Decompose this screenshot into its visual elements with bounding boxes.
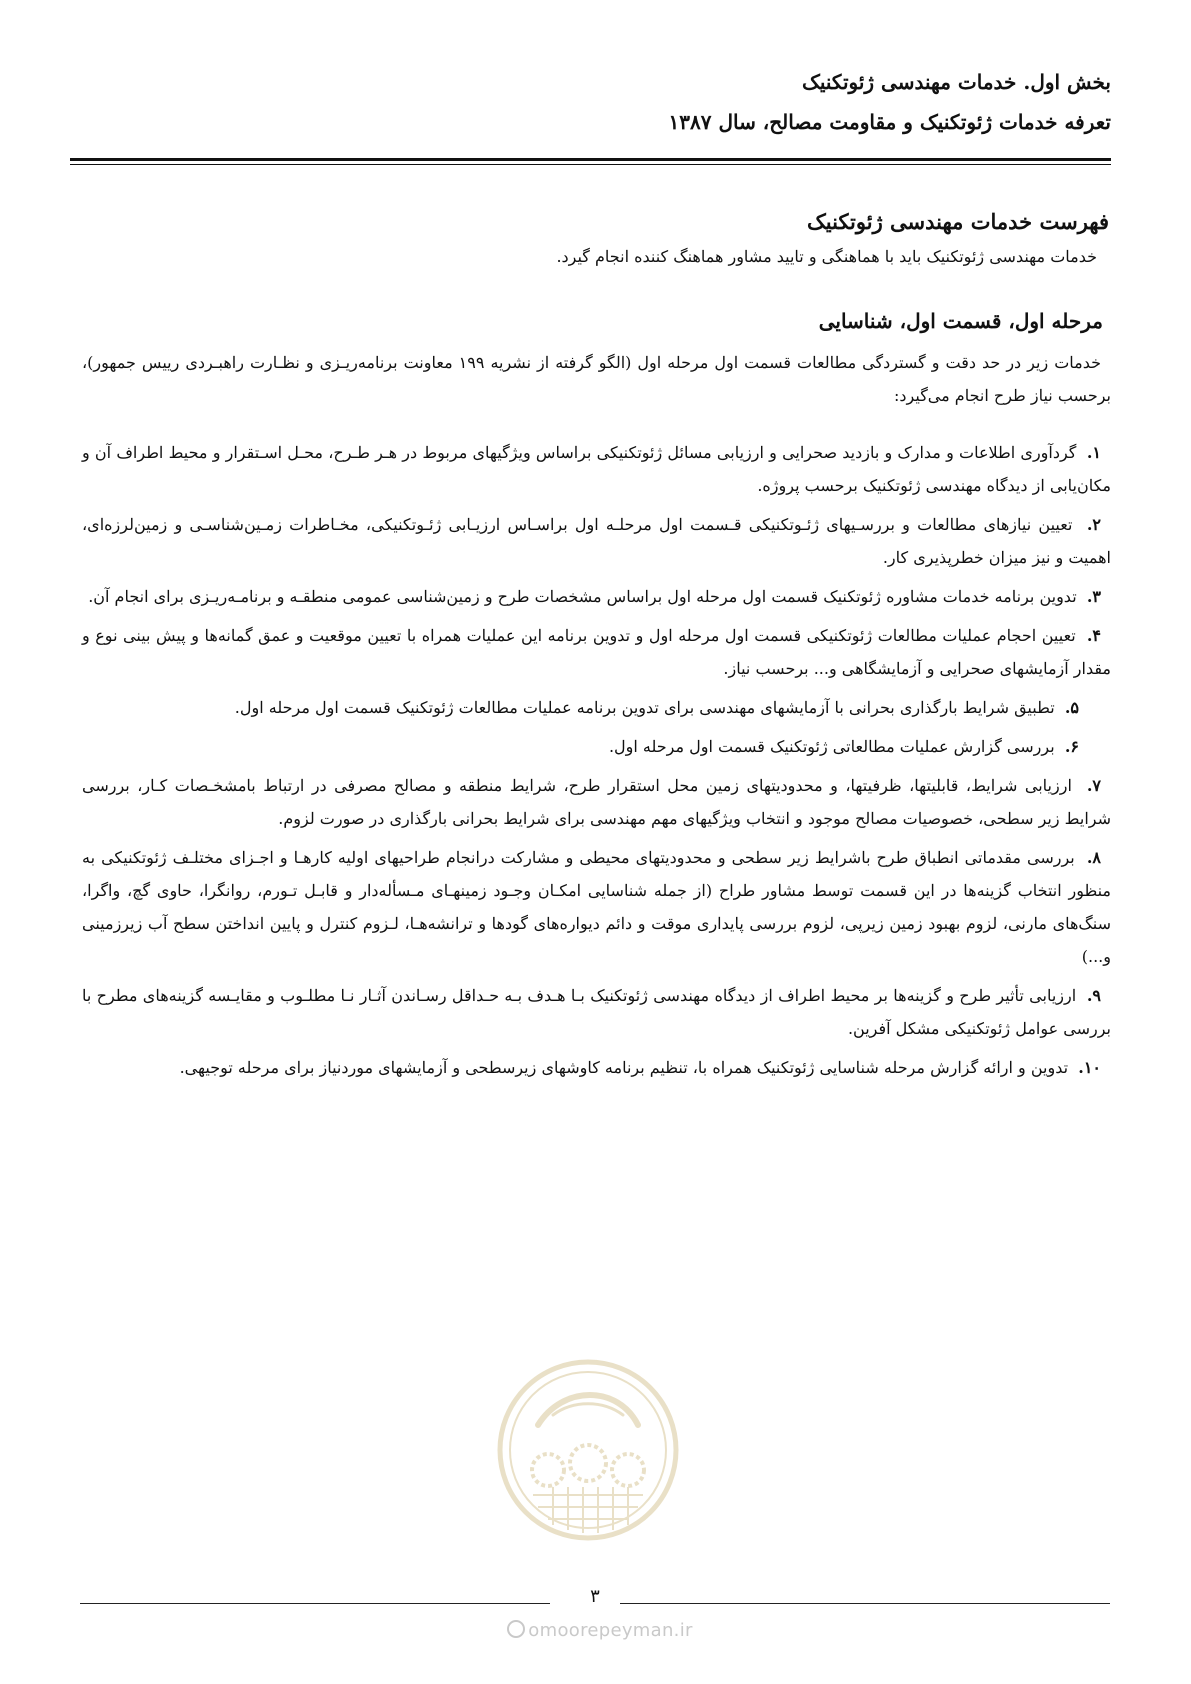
- list-item: [82, 508, 1111, 574]
- item-number: ۵.: [1064, 698, 1079, 717]
- item-number: ۸.: [1086, 848, 1101, 867]
- item-text: تعیین احجام عملیات مطالعات ژئوتکنیکی قسمت اول مرحله اول و تدوین برنامه این عملیات همراه با تعیین موقعیت و عمق گمانه‌ها و پیش بینی نوع و مقدار آزمایشهای صحرایی و آزمایشگاهی و... برحسب نیاز.: [82, 626, 1111, 678]
- watermark-seal: [493, 1355, 683, 1545]
- header-divider-thick: [70, 158, 1111, 161]
- item-number: ۱۰.: [1078, 1058, 1101, 1077]
- seal-outer-ring: [500, 1362, 676, 1538]
- services-list: [82, 436, 1111, 1084]
- list-item: [82, 730, 1111, 763]
- item-number: ۶.: [1064, 737, 1079, 756]
- list-item: [82, 691, 1111, 724]
- item-number: ۳.: [1086, 587, 1101, 606]
- list-item: [82, 1051, 1111, 1084]
- gear-icon: [570, 1445, 606, 1481]
- seal-calligraphy-mark: [538, 1395, 638, 1425]
- seal-calligraphy-mark: [553, 1404, 623, 1415]
- phase-title: مرحله اول، قسمت اول، شناسایی: [818, 309, 1103, 333]
- item-text: بررسی گزارش عملیات مطالعاتی ژئوتکنیک قسمت اول مرحله اول.: [608, 737, 1055, 756]
- item-number: ۲.: [1086, 515, 1102, 534]
- list-item: [82, 436, 1111, 502]
- item-text: تدوین برنامه خدمات مشاوره ژئوتکنیک قسمت اول مرحله اول براساس مشخصات طرح و زمین‌شناسی عمومی منطقـه و برنامـه‌ریـزی برای انجام آن.: [88, 587, 1077, 606]
- footer-divider-right: [620, 1603, 1110, 1604]
- item-number: ۴.: [1086, 626, 1102, 645]
- item-text: ارزیابی تأثیر طرح و گزینه‌ها بر محیط اطراف از دیدگاه مهندسی ژئوتکنیک بـا هـدف بـه حـداقل رسـاندن آثـار نـا مطلـوب و مقایـسه گزینه‌های مطرح با بررسی عوامل ژئوتکنیکی مشکل آفرین.: [82, 986, 1111, 1038]
- site-watermark: [490, 1620, 710, 1641]
- list-item: [82, 580, 1111, 613]
- list-item: [82, 841, 1111, 973]
- header-part-title: بخش اول. خدمات مهندسی ژئوتکنیک: [801, 70, 1111, 94]
- item-number: ۷.: [1086, 776, 1102, 795]
- item-text: گردآوری اطلاعات و مدارک و بازدید صحرایی و ارزیابی مسائل ژئوتکنیکی براساس ویژگیهای مربوط در هـر طـرح، محـل اسـتقرار و محیط اطراف آن و مکان‌یابی از دیدگاه مهندسی ژئوتکنیک برحسب پروژه.: [82, 443, 1111, 495]
- list-item: [82, 979, 1111, 1045]
- list-item: [82, 619, 1111, 685]
- page-number: ۳: [590, 1586, 600, 1607]
- header-doc-title: تعرفه خدمات ژئوتکنیک و مقاومت مصالح، سال ۱۳۸۷: [668, 110, 1111, 134]
- item-text: بررسی مقدماتی انطباق طرح باشرایط زیر سطحی و محدودیتهای محیطی و مشارکت درانجام طراحیهای اولیه کارهـا و اجـزای مختلـف ژئوتکنیکی به منظور انتخاب گزینه‌ها در این قسمت توسط مشاور طراح (از جمله شناسایی امکـان وجـود زمینهـای مـسأله‌دار و قابـل تـورم، روانگرا، حاوی گچ، واگرا، سنگ‌های مارنی، لزوم بهبود زمین زیرپی، لزوم بررسی پایداری موقت و دائم دیواره‌های گودها و ترانشه‌هـا، لـزوم کنترل و پایین انداختن سطح آب زیرزمینی و...): [82, 848, 1111, 966]
- section-intro: خدمات مهندسی ژئوتکنیک باید با هماهنگی و تایید مشاور هماهنگ کننده انجام گیرد.: [556, 247, 1097, 266]
- gear-icon: [612, 1454, 644, 1486]
- item-text: ارزیابی شرایط، قابلیتها، ظرفیتها، و محدودیتهای زمین محل استقرار طرح، شرایط منطقه و مصالح مصرفی در ارتباط بامشخـصات کـار، بررسی شرایط زیر سطحی، خصوصیات مصالح موجود و انتخاب ویژگیهای مهم مهندسی برای شرایط بحرانی بارگذاری در صورت لزوم.: [82, 776, 1111, 828]
- footer-divider-left: [80, 1603, 550, 1604]
- running-header: [71, 62, 1111, 142]
- site-watermark-text: omoorepeyman.ir: [528, 1620, 693, 1641]
- main-content: [82, 202, 1111, 1090]
- item-number: ۱.: [1086, 443, 1102, 462]
- gear-icon: [532, 1454, 564, 1486]
- at-sign-icon: [507, 1620, 525, 1638]
- seal-grid-pattern: [533, 1487, 643, 1533]
- item-text: تعیین نیازهای مطالعات و بررسـیهای ژئـوتکنیکی قـسمت اول مرحلـه اول براسـاس ارزیـابی ژئـوتکنیکی، مخـاطرات زمـین‌شناسـی و زمین‌لرزه‌ای، اهمیت و نیز میزان خطرپذیری کار.: [82, 515, 1111, 567]
- section-title: فهرست خدمات مهندسی ژئوتکنیک: [806, 209, 1109, 234]
- header-divider-thin: [70, 164, 1111, 165]
- item-number: ۹.: [1086, 986, 1102, 1005]
- item-text: تطبیق شرایط بارگذاری بحرانی با آزمایشهای مهندسی برای تدوین برنامه عملیات مطالعات ژئوتکنیک قسمت اول مرحله اول.: [234, 698, 1055, 717]
- item-text: تدوین و ارائه گزارش مرحله شناسایی ژئوتکنیک همراه با، تنظیم برنامه کاوشهای زیرسطحی و آزمایشهای موردنیاز برای مرحله توجیهی.: [179, 1058, 1069, 1077]
- list-item: [82, 769, 1111, 835]
- phase-intro: خدمات زیر در حد دقت و گستردگی مطالعات قسمت اول مرحله اول (الگو گرفته از نشریه ۱۹۹ معاونت برنامه‌ریـزی و نظـارت راهبـردی رییس جمهور)، برحسب نیاز طرح انجام می‌گیرد:: [82, 353, 1111, 405]
